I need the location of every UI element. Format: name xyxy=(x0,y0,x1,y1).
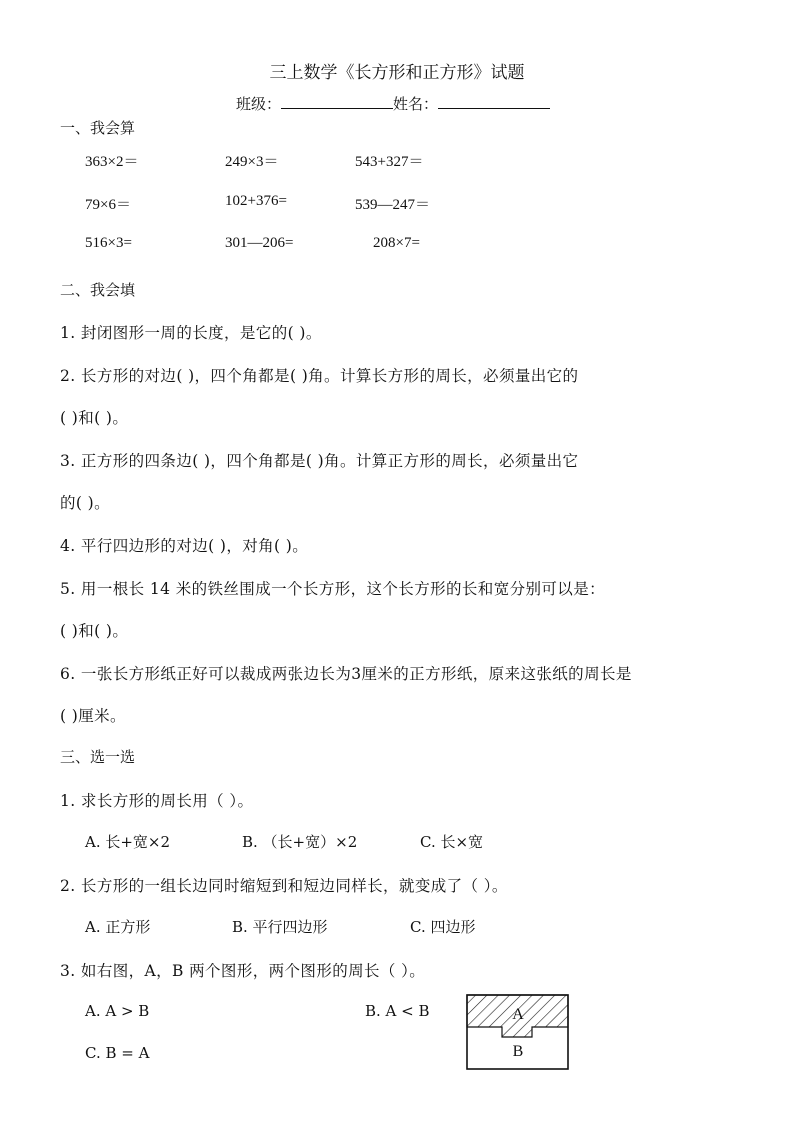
calc-item: 301—206= xyxy=(225,235,294,251)
name-blank xyxy=(438,94,550,109)
calc-item: 543+327＝ xyxy=(355,154,424,170)
option-c: C. B = A xyxy=(85,1044,150,1062)
question-3-2: 2. 长方形的一组长边同时缩短到和短边同样长，就变成了（ ）。 xyxy=(60,877,508,895)
figure-label-a: A xyxy=(512,1006,524,1023)
calc-item: 539—247＝ xyxy=(355,197,431,213)
option-c: C. 长×宽 xyxy=(420,833,484,851)
section3-heading: 三、选一选 xyxy=(60,748,136,766)
question-3-3: 3. 如右图，A，B 两个图形，两个图形的周长（ ）。 xyxy=(60,962,426,980)
option-b: B. 平行四边形 xyxy=(232,918,328,936)
class-blank xyxy=(281,94,393,109)
question-2-2-cont: ( )和( )。 xyxy=(60,409,129,427)
question-2-2: 2. 长方形的对边( )，四个角都是( )角。计算长方形的周长，必须量出它的 xyxy=(60,367,579,385)
section2-heading: 二、我会填 xyxy=(60,281,136,299)
name-label: 姓名： xyxy=(393,95,439,113)
question-2-4: 4. 平行四边形的对边( )，对角( )。 xyxy=(60,537,309,555)
class-label: 班级： xyxy=(236,95,282,113)
calc-item: 363×2＝ xyxy=(85,154,139,170)
option-b: B. （长+宽）×2 xyxy=(242,833,358,851)
question-2-5-cont: ( )和( )。 xyxy=(60,622,129,640)
calc-item: 249×3＝ xyxy=(225,154,279,170)
question-2-3-cont: 的( )。 xyxy=(60,494,111,512)
question-2-3: 3. 正方形的四条边( )，四个角都是( )角。计算正方形的周长，必须量出它 xyxy=(60,452,579,470)
calc-item: 208×7= xyxy=(373,235,420,251)
question-2-1: 1. 封闭图形一周的长度，是它的( )。 xyxy=(60,324,322,342)
calc-item: 516×3= xyxy=(85,235,132,251)
calc-item: 79×6＝ xyxy=(85,197,131,213)
option-a: A. A > B xyxy=(85,1002,150,1020)
option-b: B. A < B xyxy=(365,1002,430,1020)
question-2-5: 5. 用一根长 14 米的铁丝围成一个长方形，这个长方形的长和宽分别可以是： xyxy=(60,580,605,598)
calc-item: 102+376= xyxy=(225,193,287,209)
question-3-1: 1. 求长方形的周长用（ ）。 xyxy=(60,792,254,810)
option-a: A. 长+宽×2 xyxy=(85,833,171,851)
page-title: 三上数学《长方形和正方形》试题 xyxy=(269,63,525,83)
section1-heading: 一、我会算 xyxy=(60,119,136,137)
student-info xyxy=(236,93,550,114)
rectangle-figure xyxy=(466,993,570,1071)
question-2-6: 6. 一张长方形纸正好可以裁成两张边长为3厘米的正方形纸，原来这张纸的周长是 xyxy=(60,665,632,683)
question-2-6-cont: ( )厘米。 xyxy=(60,707,126,725)
option-a: A. 正方形 xyxy=(85,918,151,936)
figure-label-b: B xyxy=(512,1043,524,1060)
option-c: C. 四边形 xyxy=(410,918,476,936)
